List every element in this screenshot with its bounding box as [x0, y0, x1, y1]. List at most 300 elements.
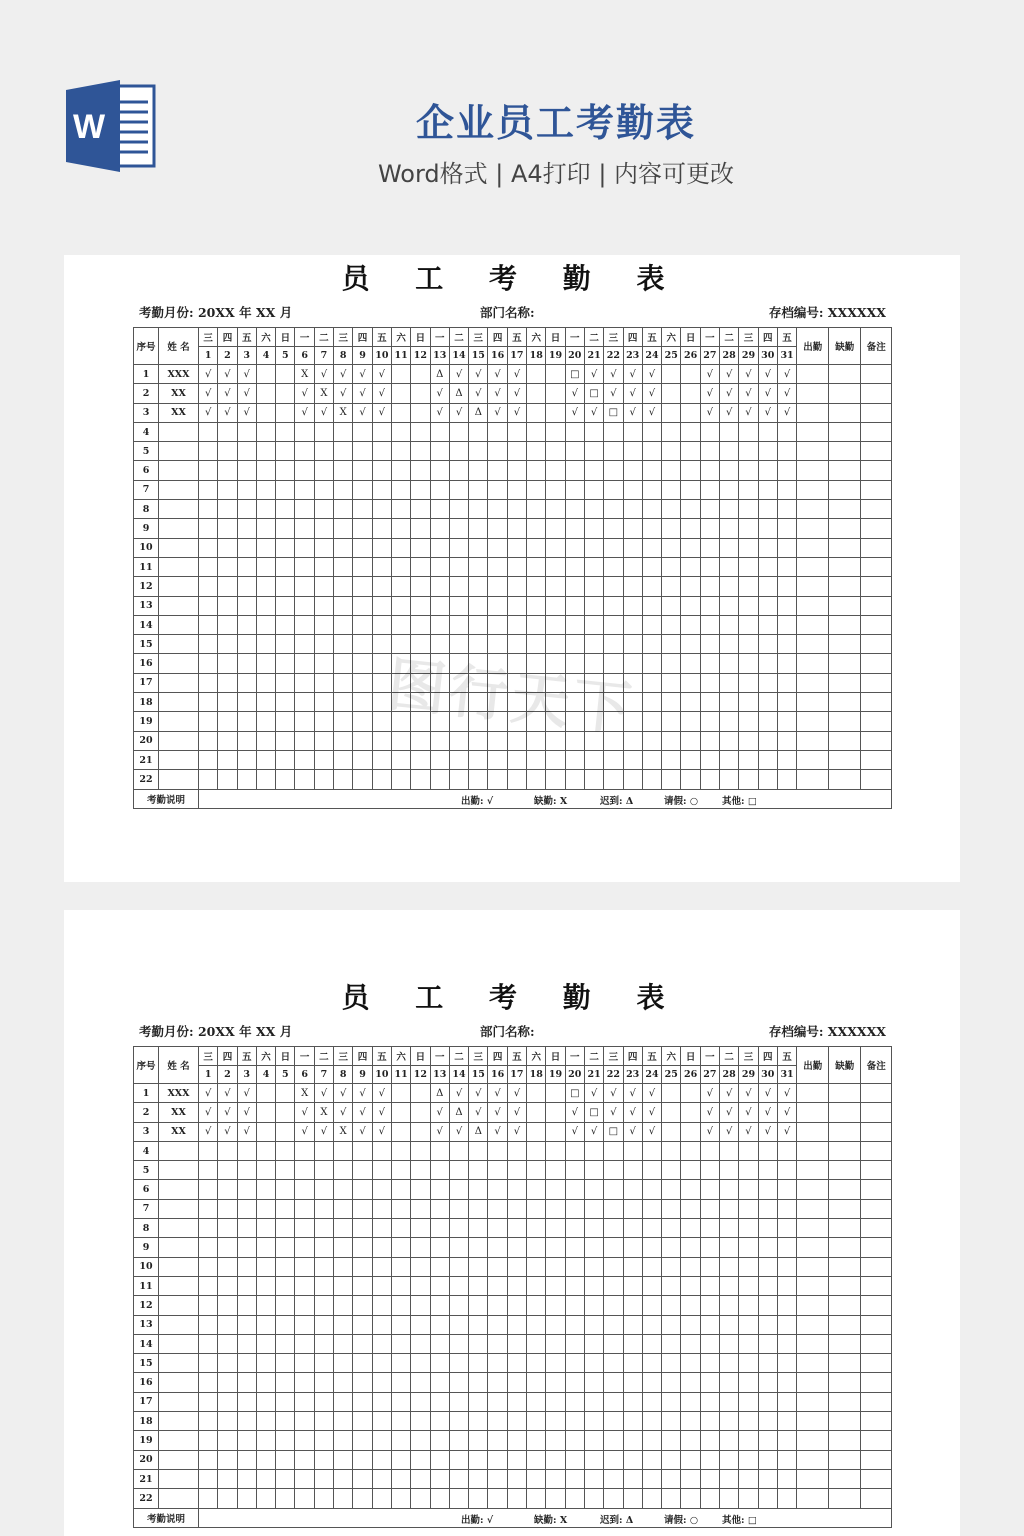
attendance-mark-cell — [720, 480, 739, 499]
attendance-mark-cell — [276, 577, 295, 596]
attendance-mark-cell — [334, 480, 353, 499]
attendance-mark-cell — [411, 1412, 430, 1431]
attendance-mark-cell — [199, 1354, 218, 1373]
attendance-mark-cell: √ — [623, 1103, 642, 1122]
attendance-mark-cell — [777, 1161, 796, 1180]
attendance-mark-cell — [391, 461, 410, 480]
attendance-mark-cell — [295, 461, 314, 480]
attendance-mark-cell — [681, 750, 700, 769]
row-seq: 11 — [134, 1276, 159, 1295]
weekday-cell: 五 — [237, 1047, 256, 1066]
header-remark: 备注 — [861, 1047, 892, 1084]
attendance-mark-cell — [411, 596, 430, 615]
attendance-mark-cell — [565, 1257, 584, 1276]
attendance-mark-cell: √ — [353, 403, 372, 422]
attendance-mark-cell — [546, 1489, 565, 1508]
attendance-mark-cell — [218, 1238, 237, 1257]
attendance-mark-cell: Δ — [449, 1103, 468, 1122]
row-absent-total — [829, 1238, 861, 1257]
weekday-cell: 四 — [353, 1047, 372, 1066]
table-row — [134, 577, 892, 596]
attendance-mark-cell — [199, 731, 218, 750]
attendance-mark-cell — [488, 1219, 507, 1238]
attendance-mark-cell: √ — [720, 365, 739, 384]
row-present-total — [797, 1296, 829, 1315]
attendance-mark-cell — [642, 750, 661, 769]
attendance-mark-cell — [604, 1489, 623, 1508]
attendance-mark-cell — [218, 1373, 237, 1392]
day-number-cell: 22 — [604, 346, 623, 365]
attendance-mark-cell — [642, 673, 661, 692]
attendance-mark-cell — [391, 1412, 410, 1431]
attendance-mark-cell — [334, 519, 353, 538]
attendance-mark-cell: √ — [334, 384, 353, 403]
attendance-mark-cell — [681, 1469, 700, 1488]
attendance-mark-cell — [314, 1276, 333, 1295]
attendance-mark-cell — [353, 770, 372, 789]
attendance-mark-cell — [353, 1180, 372, 1199]
row-seq: 4 — [134, 1141, 159, 1160]
attendance-mark-cell — [391, 442, 410, 461]
attendance-mark-cell — [565, 712, 584, 731]
attendance-mark-cell — [218, 1296, 237, 1315]
attendance-mark-cell — [681, 1219, 700, 1238]
row-name — [159, 461, 199, 480]
sheet-preview-1 — [64, 255, 960, 882]
attendance-mark-cell — [700, 1392, 719, 1411]
attendance-mark-cell — [720, 1334, 739, 1353]
attendance-mark-cell — [720, 750, 739, 769]
attendance-mark-cell — [430, 1334, 449, 1353]
attendance-mark-cell — [372, 731, 391, 750]
table-row — [134, 422, 892, 441]
attendance-mark-cell — [662, 635, 681, 654]
day-number-cell: 26 — [681, 1065, 700, 1084]
attendance-mark-cell — [295, 1334, 314, 1353]
attendance-mark-cell — [604, 1141, 623, 1160]
attendance-mark-cell — [237, 1469, 256, 1488]
attendance-mark-cell — [527, 615, 546, 634]
row-name — [159, 538, 199, 557]
legend-item: 缺勤: X — [534, 1514, 568, 1526]
day-number-cell: 26 — [681, 346, 700, 365]
row-name — [159, 1450, 199, 1469]
attendance-mark-cell — [372, 1180, 391, 1199]
attendance-mark-cell — [449, 461, 468, 480]
attendance-mark-cell — [218, 461, 237, 480]
attendance-mark-cell — [681, 1296, 700, 1315]
attendance-mark-cell — [391, 1373, 410, 1392]
attendance-mark-cell — [546, 615, 565, 634]
attendance-mark-cell — [527, 1392, 546, 1411]
header-absent: 缺勤 — [829, 1047, 861, 1084]
attendance-mark-cell: √ — [584, 365, 603, 384]
header-remark: 备注 — [861, 328, 892, 365]
attendance-mark-cell — [681, 1334, 700, 1353]
attendance-mark-cell — [565, 731, 584, 750]
attendance-mark-cell — [372, 1161, 391, 1180]
attendance-mark-cell — [604, 1315, 623, 1334]
attendance-mark-cell — [411, 384, 430, 403]
attendance-mark-cell — [237, 1296, 256, 1315]
attendance-mark-cell — [739, 557, 758, 576]
attendance-mark-cell — [199, 538, 218, 557]
attendance-mark-cell — [411, 1354, 430, 1373]
attendance-mark-cell — [430, 519, 449, 538]
attendance-mark-cell — [218, 480, 237, 499]
attendance-mark-cell — [662, 1219, 681, 1238]
attendance-mark-cell — [314, 480, 333, 499]
attendance-mark-cell — [758, 1238, 777, 1257]
attendance-mark-cell — [720, 596, 739, 615]
attendance-mark-cell — [353, 577, 372, 596]
attendance-mark-cell — [720, 1412, 739, 1431]
attendance-mark-cell — [469, 519, 488, 538]
attendance-mark-cell — [507, 1373, 526, 1392]
attendance-mark-cell — [527, 365, 546, 384]
attendance-mark-cell — [469, 577, 488, 596]
attendance-mark-cell: √ — [295, 1122, 314, 1141]
attendance-mark-cell — [777, 1450, 796, 1469]
attendance-mark-cell — [218, 1199, 237, 1218]
row-remark — [861, 1412, 892, 1431]
attendance-mark-cell — [565, 635, 584, 654]
attendance-mark-cell — [662, 480, 681, 499]
attendance-mark-cell — [411, 1450, 430, 1469]
attendance-mark-cell — [256, 1161, 275, 1180]
attendance-mark-cell — [469, 1392, 488, 1411]
attendance-mark-cell: √ — [488, 1103, 507, 1122]
attendance-mark-cell — [218, 673, 237, 692]
attendance-mark-cell — [507, 422, 526, 441]
attendance-mark-cell — [546, 1141, 565, 1160]
attendance-mark-cell — [720, 1431, 739, 1450]
row-seq: 3 — [134, 1122, 159, 1141]
attendance-mark-cell — [314, 1431, 333, 1450]
attendance-mark-cell — [469, 480, 488, 499]
attendance-mark-cell — [642, 1199, 661, 1218]
attendance-mark-cell: √ — [449, 403, 468, 422]
attendance-mark-cell — [353, 1489, 372, 1508]
attendance-mark-cell — [662, 1296, 681, 1315]
attendance-mark-cell — [720, 1354, 739, 1373]
table-row — [134, 442, 892, 461]
attendance-mark-cell — [430, 1199, 449, 1218]
attendance-mark-cell — [430, 1257, 449, 1276]
attendance-mark-cell — [353, 750, 372, 769]
attendance-mark-cell — [488, 577, 507, 596]
attendance-mark-cell — [623, 615, 642, 634]
attendance-mark-cell — [681, 577, 700, 596]
attendance-mark-cell: √ — [372, 1084, 391, 1103]
attendance-mark-cell — [739, 1296, 758, 1315]
attendance-mark-cell — [623, 1412, 642, 1431]
attendance-mark-cell — [199, 615, 218, 634]
attendance-mark-cell — [276, 1450, 295, 1469]
attendance-mark-cell: √ — [218, 1084, 237, 1103]
table-row — [134, 1180, 892, 1199]
attendance-mark-cell — [662, 422, 681, 441]
archive-number-label: 存档编号: XXXXXX — [768, 1024, 886, 1039]
attendance-mark-cell: X — [334, 403, 353, 422]
attendance-mark-cell — [430, 1219, 449, 1238]
attendance-mark-cell — [469, 1469, 488, 1488]
attendance-mark-cell — [507, 557, 526, 576]
attendance-mark-cell — [546, 422, 565, 441]
attendance-mark-cell — [218, 1257, 237, 1276]
attendance-mark-cell — [623, 1199, 642, 1218]
attendance-mark-cell — [527, 1084, 546, 1103]
table-row — [134, 365, 892, 384]
attendance-mark-cell — [334, 422, 353, 441]
day-number-cell: 19 — [546, 1065, 565, 1084]
attendance-mark-cell — [623, 1392, 642, 1411]
table-row — [134, 1219, 892, 1238]
attendance-mark-cell — [662, 673, 681, 692]
attendance-mark-cell — [681, 557, 700, 576]
attendance-mark-cell — [391, 403, 410, 422]
attendance-mark-cell — [623, 750, 642, 769]
weekday-cell: 六 — [527, 328, 546, 347]
attendance-mark-cell — [276, 442, 295, 461]
row-present-total — [797, 1161, 829, 1180]
row-absent-total — [829, 712, 861, 731]
attendance-mark-cell — [527, 1412, 546, 1431]
weekday-cell: 一 — [295, 1047, 314, 1066]
attendance-mark-cell — [565, 1450, 584, 1469]
attendance-mark-cell — [449, 770, 468, 789]
attendance-mark-cell — [720, 1315, 739, 1334]
attendance-mark-cell — [372, 422, 391, 441]
attendance-mark-cell — [565, 1412, 584, 1431]
attendance-mark-cell — [662, 384, 681, 403]
attendance-mark-cell — [527, 403, 546, 422]
attendance-mark-cell — [353, 461, 372, 480]
attendance-mark-cell — [449, 1431, 468, 1450]
attendance-mark-cell — [199, 1257, 218, 1276]
attendance-mark-cell — [295, 1141, 314, 1160]
attendance-mark-cell — [642, 596, 661, 615]
attendance-mark-cell — [237, 480, 256, 499]
attendance-mark-cell — [372, 1431, 391, 1450]
attendance-mark-cell — [777, 596, 796, 615]
attendance-mark-cell: X — [314, 384, 333, 403]
attendance-mark-cell — [642, 770, 661, 789]
attendance-mark-cell — [777, 731, 796, 750]
row-name — [159, 654, 199, 673]
attendance-mark-cell — [449, 596, 468, 615]
row-present-total — [797, 1199, 829, 1218]
attendance-mark-cell — [276, 1296, 295, 1315]
attendance-mark-cell: √ — [604, 365, 623, 384]
attendance-mark-cell — [623, 1257, 642, 1276]
attendance-mark-cell — [256, 1103, 275, 1122]
row-present-total — [797, 1469, 829, 1488]
attendance-mark-cell — [623, 1296, 642, 1315]
row-seq: 20 — [134, 1450, 159, 1469]
attendance-mark-cell — [449, 442, 468, 461]
attendance-mark-cell — [391, 1431, 410, 1450]
attendance-mark-cell — [218, 1450, 237, 1469]
attendance-mark-cell — [237, 519, 256, 538]
attendance-mark-cell: X — [334, 1122, 353, 1141]
attendance-mark-cell — [353, 557, 372, 576]
attendance-mark-cell: √ — [353, 1103, 372, 1122]
weekday-cell: 一 — [295, 328, 314, 347]
attendance-mark-cell — [353, 1276, 372, 1295]
attendance-mark-cell — [565, 557, 584, 576]
archive-number-label: 存档编号: XXXXXX — [768, 305, 886, 320]
attendance-mark-cell — [681, 1141, 700, 1160]
attendance-mark-cell — [276, 1238, 295, 1257]
attendance-mark-cell — [411, 731, 430, 750]
attendance-mark-cell — [604, 1296, 623, 1315]
attendance-mark-cell — [758, 1296, 777, 1315]
table-row — [134, 770, 892, 789]
day-number-cell: 6 — [295, 346, 314, 365]
row-remark — [861, 693, 892, 712]
attendance-mark-cell — [237, 1334, 256, 1353]
row-name — [159, 1392, 199, 1411]
attendance-mark-cell — [662, 557, 681, 576]
row-seq: 8 — [134, 500, 159, 519]
attendance-mark-cell — [295, 1238, 314, 1257]
attendance-mark-cell — [584, 1296, 603, 1315]
header-present: 出勤 — [797, 1047, 829, 1084]
attendance-mark-cell — [256, 635, 275, 654]
attendance-mark-cell — [700, 1373, 719, 1392]
attendance-mark-cell — [469, 500, 488, 519]
attendance-mark-cell — [546, 480, 565, 499]
table-row — [134, 654, 892, 673]
attendance-mark-cell — [623, 673, 642, 692]
attendance-mark-cell — [584, 1180, 603, 1199]
weekday-cell: 六 — [256, 1047, 275, 1066]
row-name — [159, 1219, 199, 1238]
row-remark — [861, 577, 892, 596]
attendance-mark-cell — [662, 403, 681, 422]
weekday-cell: 二 — [720, 328, 739, 347]
attendance-mark-cell — [488, 1180, 507, 1199]
attendance-mark-cell — [449, 500, 468, 519]
attendance-mark-cell — [411, 1315, 430, 1334]
attendance-mark-cell — [758, 654, 777, 673]
attendance-mark-cell — [314, 615, 333, 634]
attendance-mark-cell — [411, 1373, 430, 1392]
weekday-cell: 四 — [758, 328, 777, 347]
attendance-mark-cell — [777, 1296, 796, 1315]
weekday-cell: 三 — [604, 1047, 623, 1066]
row-present-total — [797, 519, 829, 538]
attendance-mark-cell — [507, 1489, 526, 1508]
row-seq: 17 — [134, 1392, 159, 1411]
attendance-mark-cell — [295, 693, 314, 712]
attendance-mark-cell — [372, 1450, 391, 1469]
attendance-mark-cell — [411, 1469, 430, 1488]
attendance-mark-cell — [391, 693, 410, 712]
weekday-cell: 四 — [218, 1047, 237, 1066]
attendance-mark-cell — [681, 1315, 700, 1334]
attendance-mark-cell — [353, 422, 372, 441]
attendance-mark-cell — [681, 1354, 700, 1373]
attendance-mark-cell — [372, 1354, 391, 1373]
day-number-cell: 5 — [276, 1065, 295, 1084]
row-present-total — [797, 770, 829, 789]
attendance-mark-cell — [276, 1122, 295, 1141]
attendance-mark-cell — [662, 1122, 681, 1141]
weekday-cell: 一 — [430, 1047, 449, 1066]
attendance-mark-cell — [642, 1238, 661, 1257]
attendance-mark-cell — [662, 365, 681, 384]
attendance-mark-cell — [372, 1334, 391, 1353]
attendance-mark-cell — [353, 1315, 372, 1334]
attendance-mark-cell — [295, 422, 314, 441]
table-row — [134, 538, 892, 557]
attendance-mark-cell — [391, 1199, 410, 1218]
row-absent-total — [829, 693, 861, 712]
attendance-mark-cell: √ — [334, 365, 353, 384]
attendance-mark-cell — [623, 1469, 642, 1488]
attendance-mark-cell — [662, 442, 681, 461]
attendance-mark-cell — [642, 519, 661, 538]
attendance-mark-cell — [739, 1161, 758, 1180]
row-remark — [861, 422, 892, 441]
attendance-mark-cell: √ — [739, 403, 758, 422]
attendance-mark-cell — [430, 480, 449, 499]
attendance-mark-cell — [700, 750, 719, 769]
attendance-mark-cell — [507, 1296, 526, 1315]
weekday-cell: 三 — [469, 328, 488, 347]
attendance-mark-cell — [353, 1141, 372, 1160]
attendance-mark-cell — [295, 654, 314, 673]
row-name — [159, 673, 199, 692]
attendance-mark-cell — [700, 519, 719, 538]
attendance-mark-cell — [372, 1238, 391, 1257]
table-row — [134, 1276, 892, 1295]
attendance-mark-cell — [546, 538, 565, 557]
attendance-mark-cell: √ — [758, 403, 777, 422]
attendance-mark-cell — [720, 577, 739, 596]
row-absent-total — [829, 1412, 861, 1431]
attendance-mark-cell — [314, 422, 333, 441]
attendance-mark-cell — [662, 615, 681, 634]
table-row — [134, 1257, 892, 1276]
attendance-mark-cell — [449, 1199, 468, 1218]
row-absent-total — [829, 1392, 861, 1411]
attendance-mark-cell: √ — [642, 1122, 661, 1141]
weekday-cell: 三 — [199, 328, 218, 347]
row-remark — [861, 1219, 892, 1238]
attendance-mark-cell — [199, 635, 218, 654]
row-absent-total — [829, 480, 861, 499]
day-number-cell: 15 — [469, 1065, 488, 1084]
row-seq: 2 — [134, 384, 159, 403]
attendance-mark-cell — [623, 577, 642, 596]
attendance-mark-cell — [372, 635, 391, 654]
attendance-mark-cell — [449, 673, 468, 692]
row-present-total — [797, 693, 829, 712]
attendance-mark-cell — [469, 1296, 488, 1315]
row-remark — [861, 1238, 892, 1257]
row-name — [159, 1373, 199, 1392]
weekday-cell: 二 — [314, 1047, 333, 1066]
attendance-mark-cell — [527, 480, 546, 499]
attendance-mark-cell — [449, 712, 468, 731]
table-row — [134, 712, 892, 731]
row-present-total — [797, 365, 829, 384]
attendance-mark-cell: √ — [700, 1084, 719, 1103]
header-seq: 序号 — [134, 1047, 159, 1084]
